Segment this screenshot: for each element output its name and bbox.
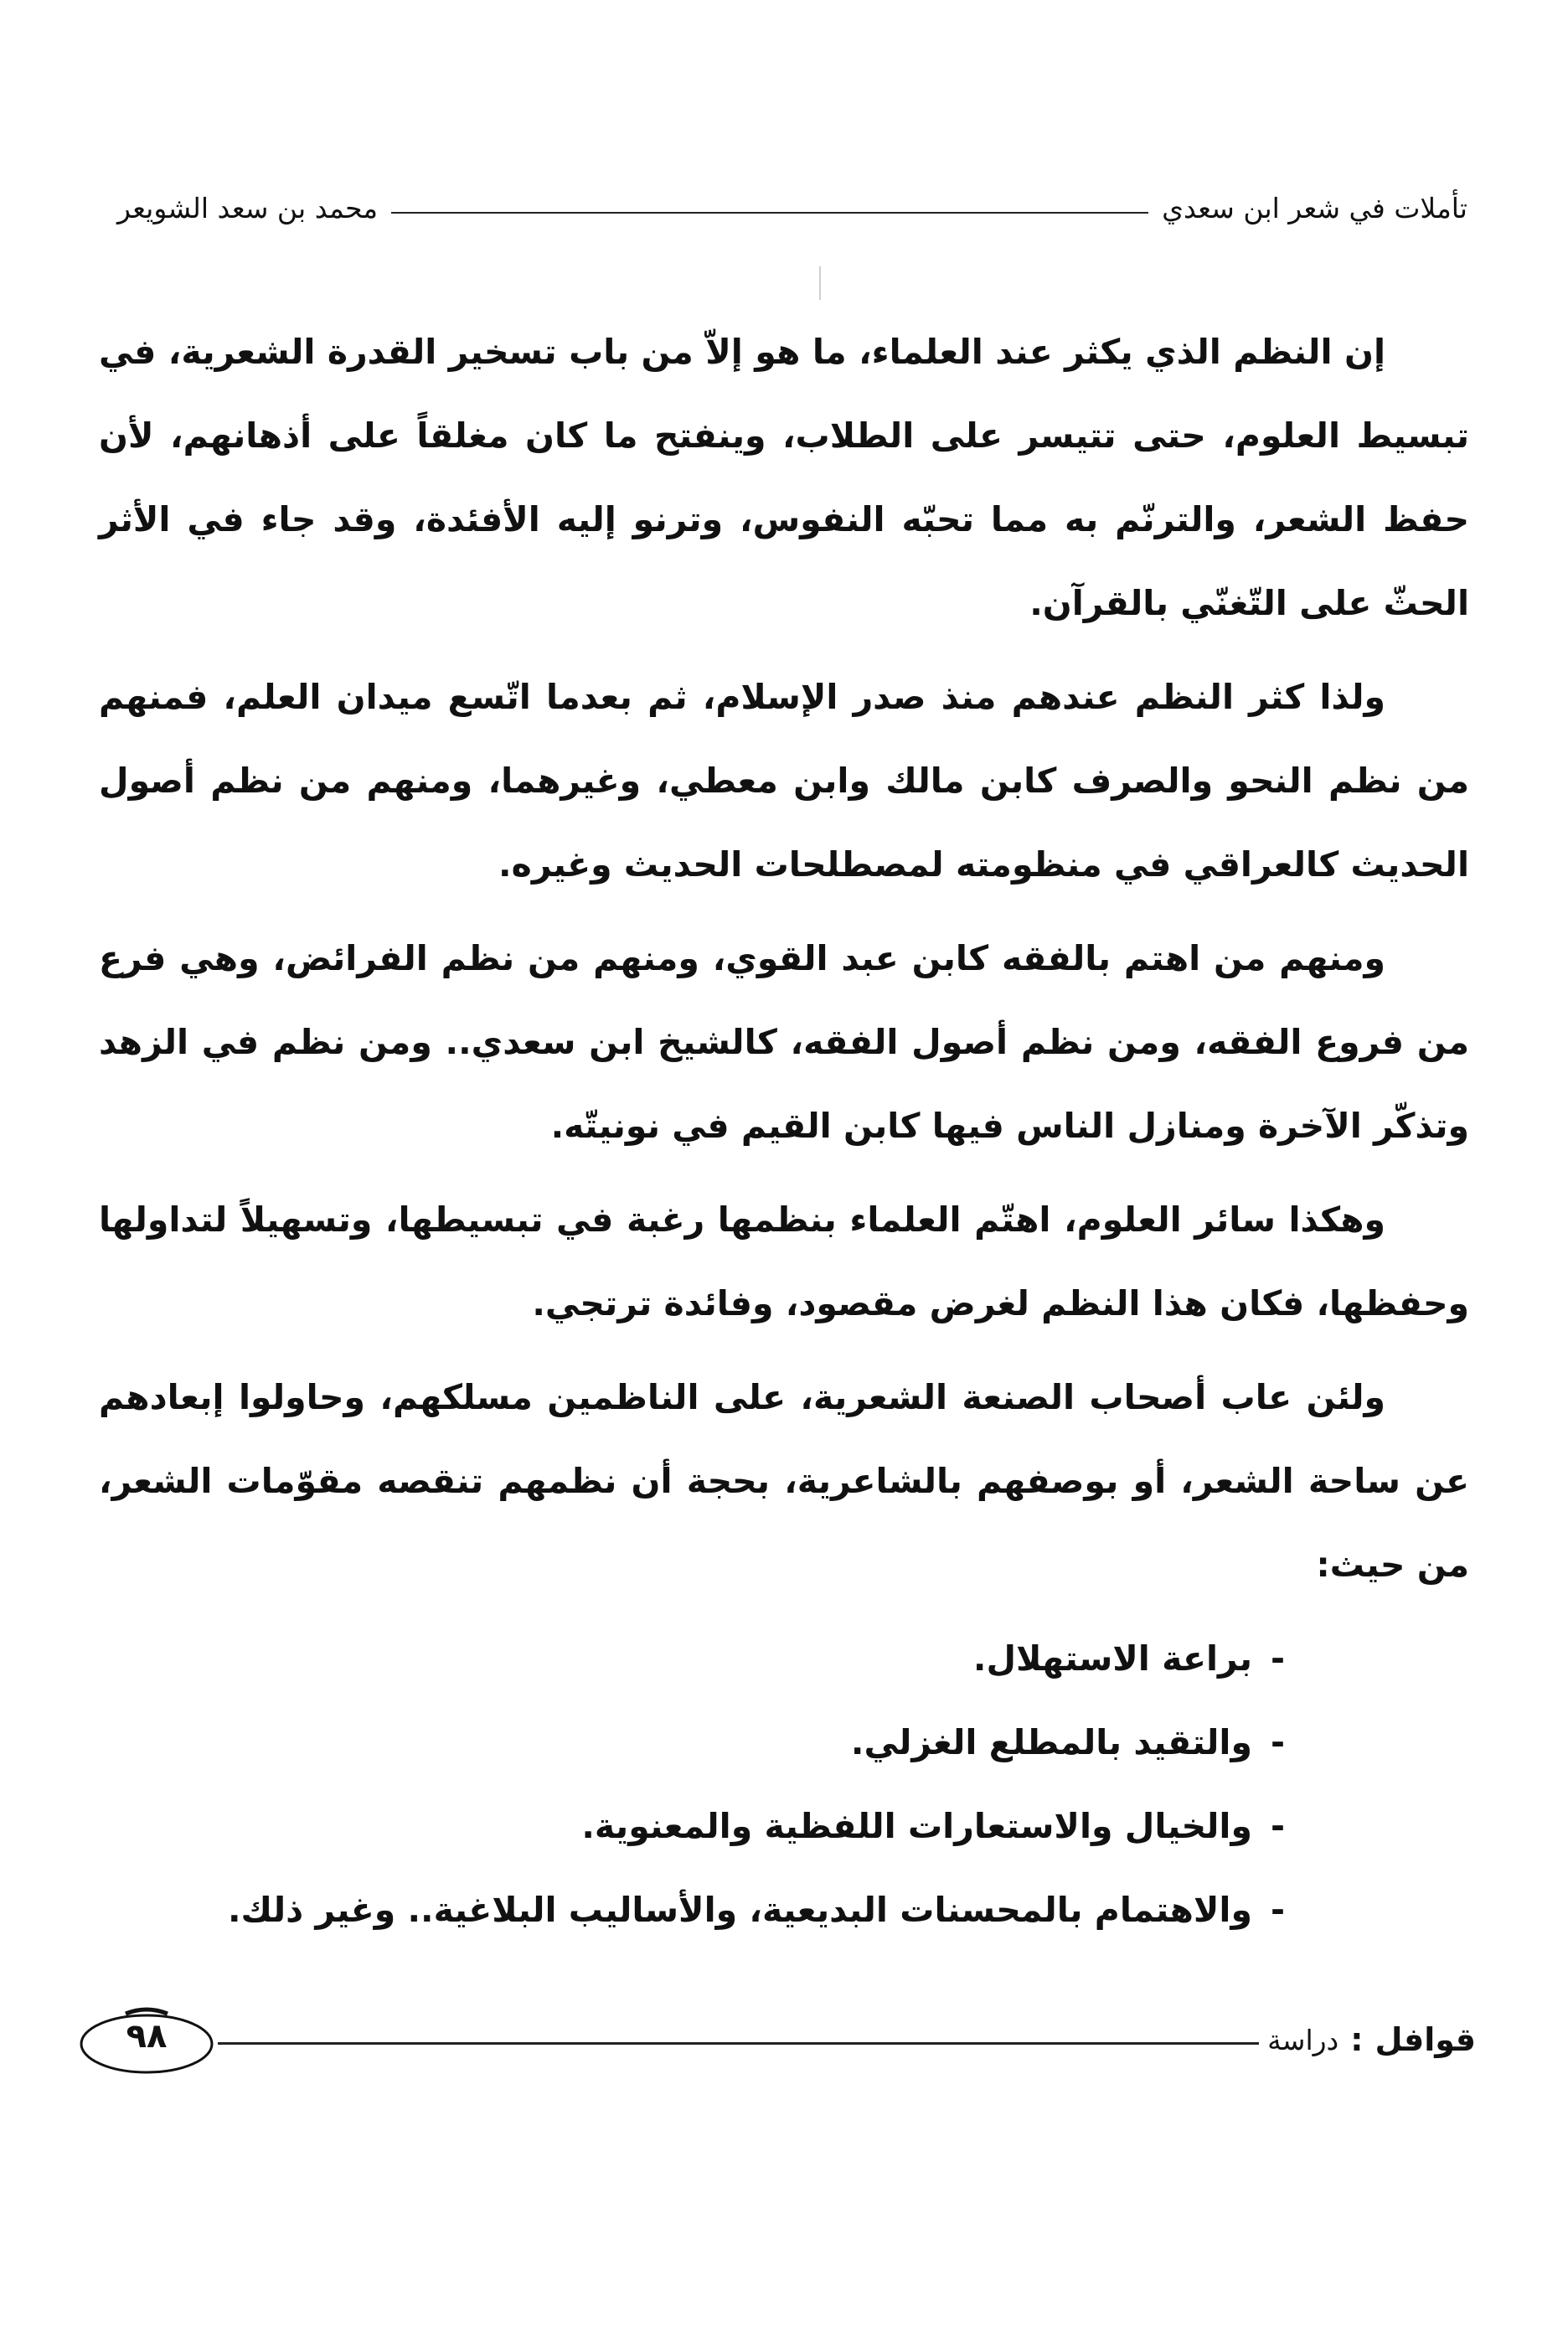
paragraph: ولئن عاب أصحاب الصنعة الشعرية، على الناظمين مسلكهم، وحاولوا إبعادهم عن ساحة الشعر، أو بوصفهم بالشاعرية، بحجة أن نظمهم تنقصه مقوّمات الشعر، من حيث:	[99, 1377, 1469, 1585]
list-item	[99, 1784, 1469, 1868]
page-number-badge	[75, 2002, 218, 2077]
bullet-dash: -	[1270, 1722, 1285, 1762]
paragraph: إن النظم الذي يكثر عند العلماء، ما هو إلاّ من باب تسخير القدرة الشعرية، في تبسيط العلوم، حتى تتيسر على الطلاب، وينفتح ما كان مغلقاً على أذهانهم، لأن حفظ الشعر، والترنّم به مما تحبّه النفوس، وترنو إليه الأفئدة، وقد جاء في الأثر الحثّ على التّغنّي بالقرآن.	[99, 332, 1469, 623]
paragraph: ومنهم من اهتم بالفقه كابن عبد القوي، ومنهم من نظم الفرائض، وهي فرع من فروع الفقه، ومن نظم أصول الفقه، كالشيخ ابن سعدي.. ومن نظم في الزهد وتذكّر الآخرة ومنازل الناس فيها كابن القيم في نونيتّه.	[99, 938, 1469, 1146]
bullet-list	[99, 1617, 1469, 1952]
header-rule	[391, 212, 1148, 214]
list-item-text: براعة الاستهلال.	[972, 1638, 1252, 1679]
list-item	[99, 1700, 1469, 1784]
page-footer	[75, 1994, 1476, 2086]
paragraph: وهكذا سائر العلوم، اهتّم العلماء بنظمها رغبة في تبسيطها، وتسهيلاً لتداولها وحفظها، فكان هذا النظم لغرض مقصود، وفائدة ترتجي.	[99, 1200, 1469, 1323]
footer-series-name: قوافل	[1375, 2021, 1476, 2058]
list-item	[99, 1868, 1469, 1952]
list-item-text: والخيال والاستعارات اللفظية والمعنوية.	[581, 1806, 1252, 1846]
header-author: محمد بن سعد الشويعر	[117, 191, 379, 224]
list-item-text: والتقيد بالمطلع الغزلي.	[850, 1722, 1252, 1762]
list-item-text: والاهتمام بالمحسنات البديعية، والأساليب البلاغية.. وغير ذلك.	[227, 1890, 1252, 1930]
page-number: ٩٨	[126, 2017, 168, 2056]
bullet-dash: -	[1270, 1890, 1285, 1930]
scan-mark	[819, 266, 821, 300]
main-text	[99, 310, 1469, 1952]
footer-rule	[218, 2042, 1259, 2045]
bullet-dash: -	[1270, 1806, 1285, 1846]
running-header	[117, 183, 1467, 233]
footer-type-label: دراسة	[1267, 2023, 1339, 2056]
paragraph: ولذا كثر النظم عندهم منذ صدر الإسلام، ثم بعدما اتّسع ميدان العلم، فمنهم من نظم النحو والصرف كابن مالك وابن معطي، وغيرهما، ومنهم من نظم أصول الحديث كالعراقي في منظومته لمصطلحات الحديث وغيره.	[99, 677, 1469, 885]
footer-colon: :	[1350, 2021, 1364, 2058]
list-item	[99, 1617, 1469, 1700]
header-book-title: تأملات في شعر ابن سعدي	[1162, 191, 1467, 224]
bullet-dash: -	[1270, 1638, 1285, 1679]
